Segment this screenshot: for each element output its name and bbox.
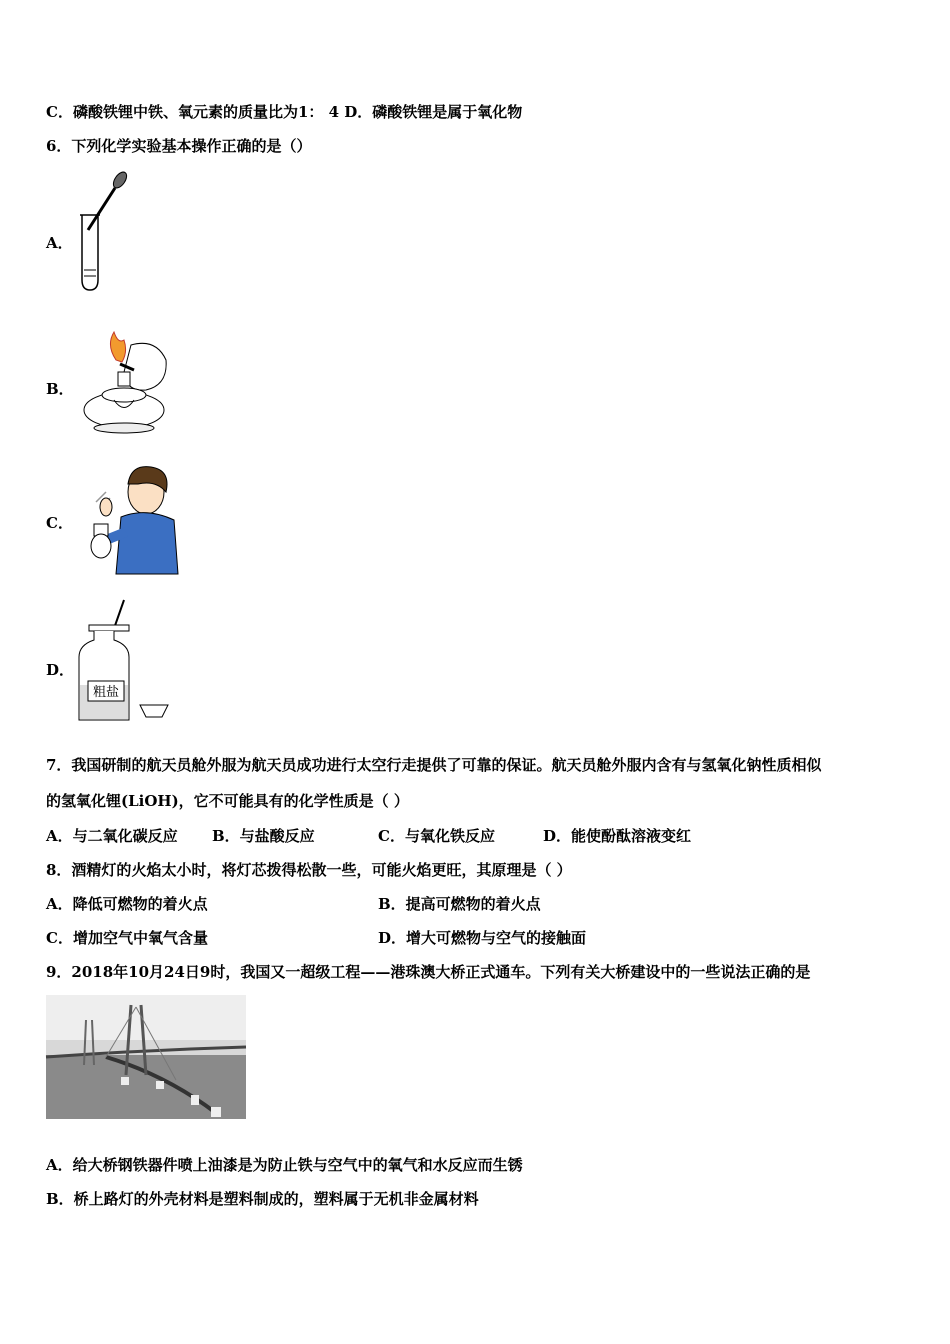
jar-label-text: 粗盐	[92, 684, 120, 699]
q6-stem: 6．下列化学实验基本操作正确的是（）	[46, 137, 312, 155]
q9-option-b: B．桥上路灯的外壳材料是塑料制成的，塑料属于无机非金属材料	[46, 1190, 479, 1208]
q7-option-d: D．能使酚酞溶液变红	[543, 827, 692, 845]
q7-stem-line2: 的氢氧化锂(LiOH)，它不可能具有的化学性质是（ ）	[46, 792, 409, 810]
q8-option-b: B．提高可燃物的着火点	[378, 895, 541, 913]
q7-option-c: C．与氧化铁反应	[378, 827, 495, 845]
q8-option-c: C．增加空气中氧气含量	[46, 929, 208, 947]
q7-option-b: B．与盐酸反应	[212, 827, 315, 845]
q6-option-b-label: B．	[46, 380, 74, 398]
coarse-salt-jar-figure	[74, 595, 194, 725]
q8-option-a: A．降低可燃物的着火点	[46, 895, 208, 913]
smelling-gas-figure	[76, 462, 186, 577]
q6-option-a-label: A．	[46, 234, 73, 252]
q8-option-d: D．增大可燃物与空气的接触面	[378, 929, 587, 947]
q8-stem: 8．酒精灯的火焰太小时，将灯芯拨得松散一些，可能火焰更旺，其原理是（ ）	[46, 861, 572, 879]
q6-option-c-label: C．	[46, 514, 73, 532]
q6-option-d-label: D．	[46, 661, 75, 679]
q9-option-a: A．给大桥钢铁器件喷上油漆是为防止铁与空气中的氧气和水反应而生锈	[46, 1156, 523, 1174]
q7-stem-line1: 7．我国研制的航天员舱外服为航天员成功进行太空行走提供了可靠的保证。航天员舱外服内含有与氢氧化钠性质相似	[46, 756, 822, 774]
q9-stem: 9．2018年10月24日9时，我国又一超级工程——港珠澳大桥正式通车。下列有关大桥建设中的一些说法正确的是	[46, 963, 811, 981]
dropper-test-tube-figure	[70, 170, 140, 295]
bridge-photo	[46, 995, 246, 1119]
q5-option-c-d: C．磷酸铁锂中铁、氧元素的质量比为1： 4 D．磷酸铁锂是属于氧化物	[46, 103, 523, 121]
alcohol-lamp-figure	[76, 330, 176, 435]
q7-option-a: A．与二氧化碳反应	[46, 827, 178, 845]
